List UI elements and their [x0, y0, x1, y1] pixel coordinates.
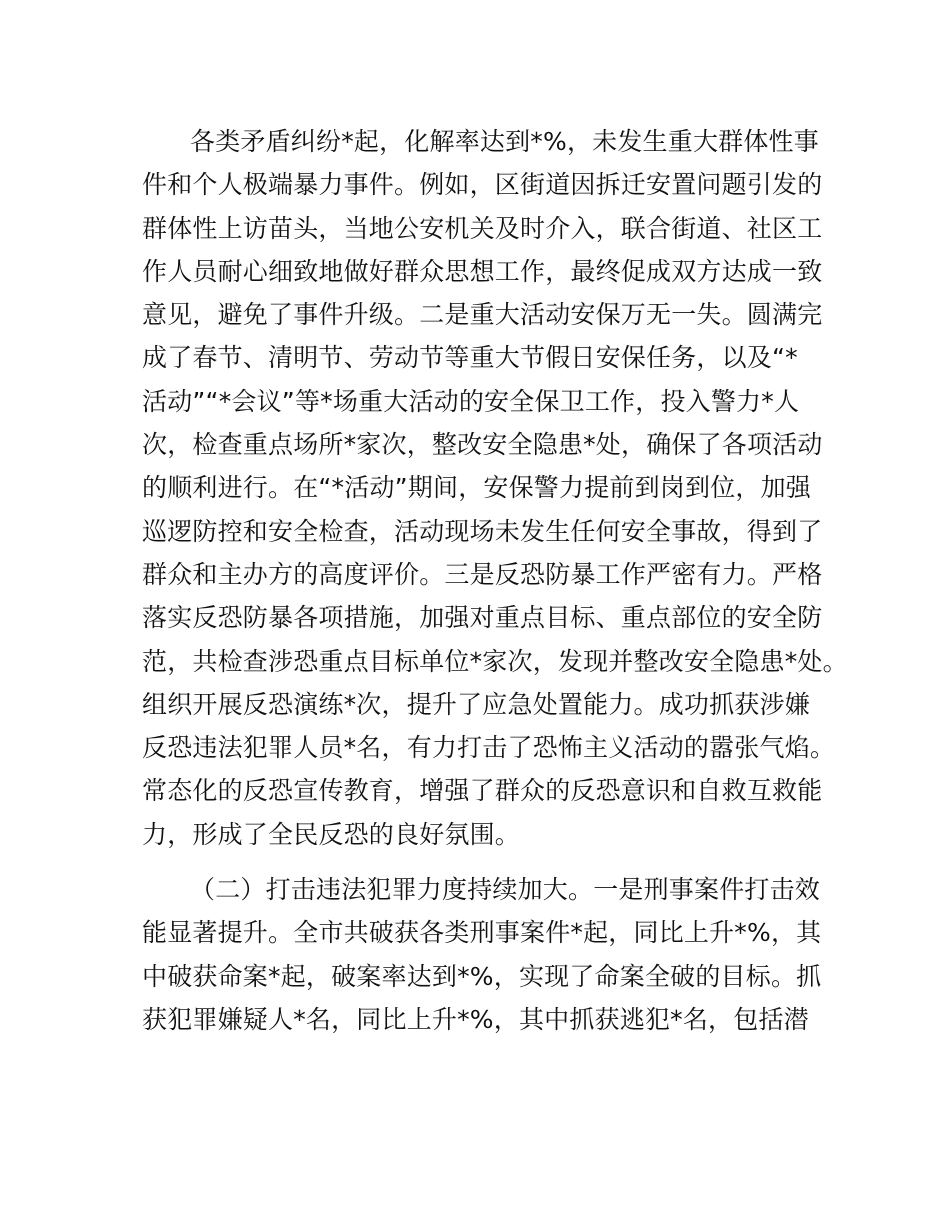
paragraph-1 [142, 120, 848, 856]
text-line: 意见，避免了事件升级。二是重大活动安保万无一失。圆满完 [142, 300, 823, 330]
text-line: 群众和主办方的高度评价。三是反恐防暴工作严密有力。严格 [142, 559, 823, 589]
text-line: 的顺利进行。在“*活动”期间，安保警力提前到岗到位，加强 [142, 473, 812, 503]
text-line: 成了春节、清明节、劳动节等重大节假日安保任务，以及“* [142, 343, 798, 373]
text-line: （二）打击违法犯罪力度持续加大。一是刑事案件打击效 [190, 875, 821, 905]
text-line: 次，检查重点场所*家次，整改安全隐患*处，确保了各项活动 [142, 430, 823, 460]
text-line: 活动”“*会议”等*场重大活动的安全保卫工作，投入警力*人 [142, 386, 800, 416]
text-line: 范，共检查涉恐重点目标单位*家次，发现并整改安全隐患*处。 [142, 646, 848, 676]
text-line: 作人员耐心细致地做好群众思想工作，最终促成双方达成一致 [142, 256, 823, 286]
paragraph-gap [142, 856, 812, 868]
text-line: 常态化的反恐宣传教育，增强了群众的反恐意识和自救互救能 [142, 776, 823, 806]
text-line: 能显著提升。全市共破获各类刑事案件*起，同比上升*%，其 [142, 918, 822, 948]
text-line: 获犯罪嫌疑人*名，同比上升*%，其中抓获逃犯*名，包括潜 [142, 1004, 809, 1034]
text-line: 落实反恐防暴各项措施，加强对重点目标、重点部位的安全防 [142, 603, 823, 633]
document-body [142, 120, 848, 1041]
text-line: 巡逻防控和安全检查，活动现场未发生任何安全事故，得到了 [142, 516, 823, 546]
text-line: 力，形成了全民反恐的良好氛围。 [142, 819, 521, 849]
text-line: 群体性上访苗头，当地公安机关及时介入，联合街道、社区工 [142, 213, 823, 243]
text-line: 反恐违法犯罪人员*名，有力打击了恐怖主义活动的嚣张气焰。 [142, 733, 836, 763]
text-line: 组织开展反恐演练*次，提升了应急处置能力。成功抓获涉嫌 [142, 689, 810, 719]
text-line: 中破获命案*起，破案率达到*%，实现了命案全破的目标。抓 [142, 961, 822, 991]
text-line: 各类矛盾纠纷*起，化解率达到*%，未发生重大群体性事 [190, 127, 819, 156]
paragraph-2 [142, 868, 822, 1041]
text-line: 件和个人极端暴力事件。例如，区街道因拆迁安置问题引发的 [142, 170, 823, 200]
